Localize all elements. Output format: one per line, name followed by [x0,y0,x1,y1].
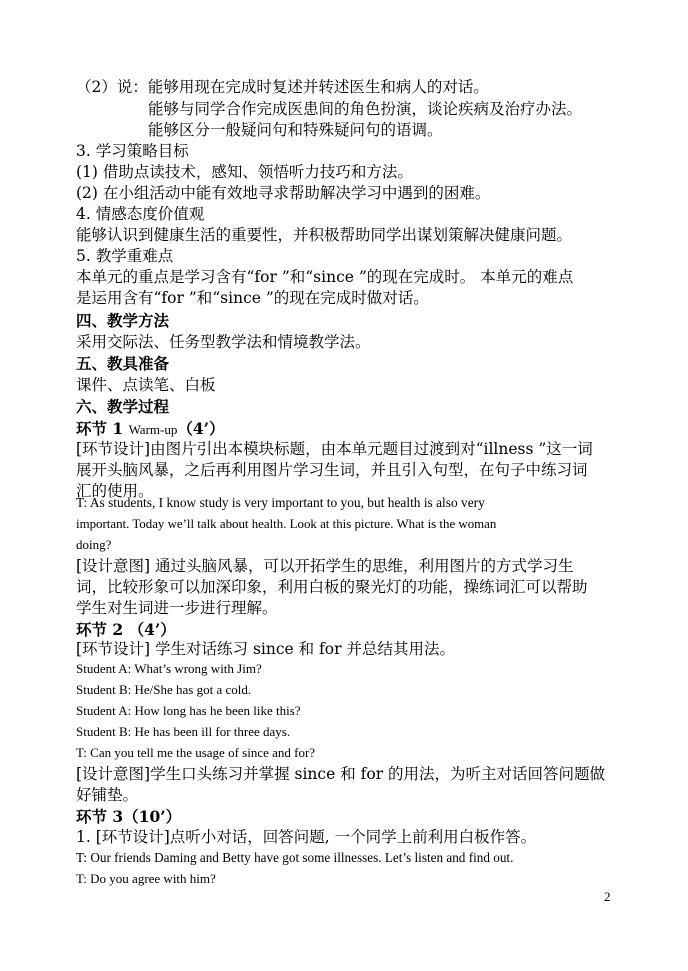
english-line: Student A: How long has he been like this? [76,703,301,718]
text-line: 4. 情感态度价值观 [76,205,205,223]
english-line: Student B: He/She has got a cold. [76,682,252,697]
text-line: 5. 教学重难点 [76,247,174,265]
text-line: 汇的使用。 [76,482,154,500]
step-title: Warm-up [128,422,178,437]
text-line: 能够与同学合作完成医患间的角色扮演，谈论疾病及治疗办法。 [148,100,583,118]
text-line: 词，比较形象可以加深印象，利用白板的聚光灯的功能，操练词汇可以帮助 [76,578,588,596]
text-line: 课件、点读笔、白板 [76,376,216,394]
english-line: important. Today we’ll talk about health. Look at this picture. What is the woman [76,517,497,531]
text-line: 3. 学习策略目标 [76,142,189,160]
text-line: 采用交际法、任务型教学法和情境教学法。 [76,333,371,351]
english-line: T: As students, I know study is very important to you, but health is also very [76,495,485,510]
text-line: 是运用含有“for ”和“since ”的现在完成时做对话。 [76,289,429,307]
page-number: 2 [604,889,611,904]
text-line: 学生对生词进一步进行理解。 [76,599,278,617]
step-label: 环节 1 [76,419,129,438]
text-line: 本单元的重点是学习含有“for ”和“since ”的现在完成时。 本单元的难点 [76,268,574,286]
text-line: [环节设计]由图片引出本模块标题，由本单元题目过渡到对“illness ”这一词 [76,440,593,458]
text-line: （2）说：能够用现在完成时复述并转述医生和病人的对话。 [76,78,489,96]
step-heading: 环节 3（10’） [76,807,182,826]
english-line: T: Our friends Daming and Betty have got some illnesses. Let’s listen and find out. [76,850,514,865]
text-line: 1. [环节设计]点听小对话，回答问题, 一个同学上前利用白板作答。 [76,828,537,846]
english-line: doing? [76,537,112,552]
text-line: 能够区分一般疑问句和特殊疑问句的语调。 [148,121,443,139]
text-line: [环节设计] 学生对话练习 since 和 for 并总结其用法。 [76,640,455,658]
text-line: (1) 借助点读技术，感知、领悟听力技巧和方法。 [76,163,413,181]
text-line: 能够认识到健康生活的重要性，并积极帮助同学出谋划策解决健康问题。 [76,226,573,244]
text-line: 好铺垫。 [76,786,139,804]
section-heading: 六、教学过程 [76,397,170,416]
step-duration: （4’） [177,419,225,438]
english-line: Student A: What’s wrong with Jim? [76,661,262,676]
english-line: Student B: He has been ill for three days. [76,724,291,739]
text-line: 展开头脑风暴，之后再利用图片学习生词，并且引入句型，在句子中练习词 [76,461,588,479]
step-heading: 环节 2 （4’） [76,620,176,639]
english-line: T: Can you tell me the usage of since and for? [76,745,316,760]
section-heading: 四、教学方法 [76,311,170,330]
english-line: T: Do you agree with him? [76,871,216,886]
text-line: (2) 在小组活动中能有效地寻求帮助解决学习中遇到的困难。 [76,184,491,202]
section-heading: 五、教具准备 [76,354,170,373]
text-line: [设计意图] 通过头脑风暴，可以开拓学生的思维，利用图片的方式学习生 [76,557,574,575]
text-line: [设计意图]学生口头练习并掌握 since 和 for 的用法，为听主对话回答问题做 [76,765,606,783]
